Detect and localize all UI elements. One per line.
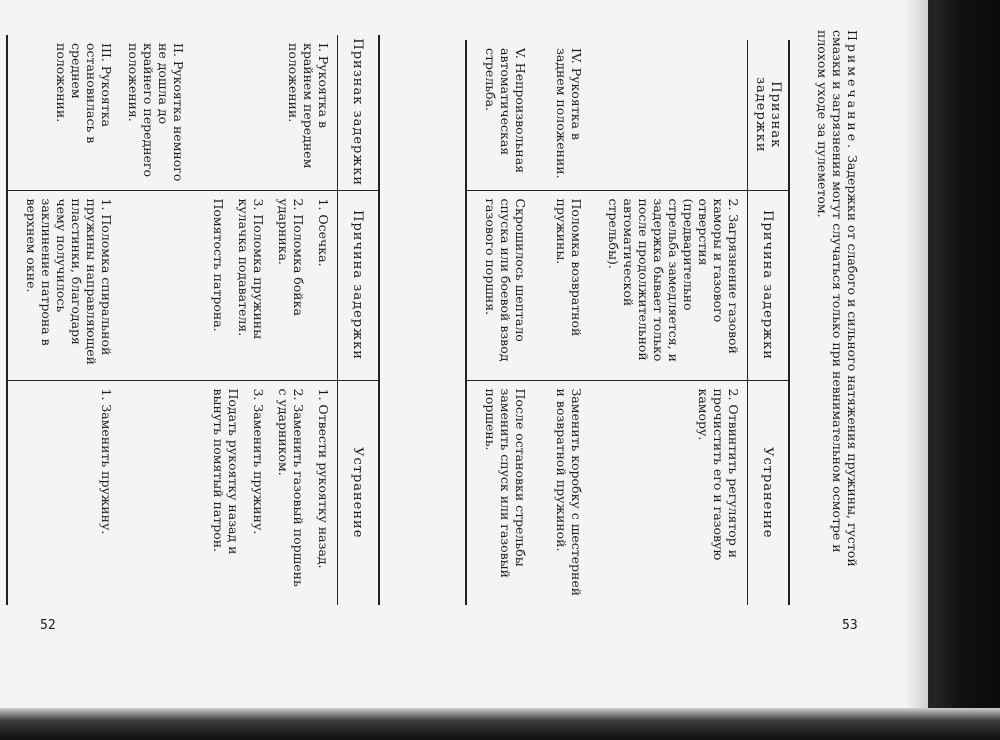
right-table [465,40,790,605]
table-row [534,40,590,605]
row-sign: I. Рукоятка в крайнем переднем положении. [286,43,331,169]
header-sign: Признак задержки [338,35,380,190]
header-cause: Причина задержки [748,190,790,380]
row-causes [590,190,748,380]
fix-item: 1. Отвести рукоятку назад. [316,388,331,569]
row-sign: III. Рукоятка остановилась в среднем положении. [54,43,115,144]
cause-item: 2. Загрязнение газовой каморы и газового отверстия (предварительно стрельба замедляется, и задержка бывает только после продолжительной автоматической стрельбы). [606,198,741,362]
row-fixes [534,380,590,605]
note-label: Примечание. [845,30,860,152]
row-causes [121,190,193,380]
scan-dark-edge [928,0,1000,740]
table-row [193,35,338,605]
header-fix: Устранение [338,380,380,605]
fix-item: Подать рукоятку назад и вынуть помятый патрон. [211,388,241,555]
fix-item: 1. Заменить пружину. [99,388,115,535]
fix-item: Заменить коробку с шестерней и возвратной пружиной. [554,388,584,597]
cause-item: 3. Поломка пружины кулачка подавателя. [236,198,266,340]
cause-item: 1. Поломка спиральной пружины направляющей пластинки, благодаря чему получилось заклинение патрона в верхнем окне. [24,198,115,365]
table-row [590,40,748,605]
header-sign: Признак задержки [748,40,790,190]
row-sign: II. Рукоятка немного не дошла до крайнего переднего положения. [126,43,187,182]
row-fixes [8,380,121,605]
table-row [8,35,121,605]
cause-item: Скрошилось шептало спуска или боевой взвод газового поршня. [483,198,528,362]
row-fixes [466,380,534,605]
row-fixes [590,380,748,605]
row-sign: V. Непроизвольная автоматическая стрельба. [483,48,528,174]
row-causes [193,190,338,380]
page-number-left: 52 [40,618,56,633]
row-fixes [121,380,193,605]
table-row [466,40,534,605]
header-fix: Устранение [748,380,790,605]
header-cause: Причина задержки [338,190,380,380]
fix-item: После остановки стрельбы заменить спуск или газовый поршень. [483,388,528,578]
table-row [121,35,193,605]
row-causes [534,190,590,380]
cause-item: 2. Поломка бойка ударника. [276,198,306,316]
fix-item: 2. Заменить газовый поршень с ударником. [276,388,306,587]
row-causes [8,190,121,380]
cause-item: Помятость патрона. [211,198,226,332]
page-number-right: 53 [842,618,858,633]
cause-item: Поломка возвратной пружины. [554,198,584,337]
cause-item: 1. Осечка. [316,198,331,267]
row-causes [466,190,534,380]
row-fixes [193,380,338,605]
scan-bottom-edge [0,708,1000,740]
row-sign: IV. Рукоятка в заднем положении. [554,48,584,179]
note-text: Задержки от слабого и сильного натяжения пружины, густой смазки и загрязнения могут случаться только при невнимательном осмотре и плохом уходе за пулеметом. [815,30,860,567]
row-sign [590,40,748,190]
right-table-rotated [465,40,790,605]
page-shadow [905,0,933,708]
left-table-rotated [7,35,381,605]
table-note [815,30,860,600]
fix-item: 3. Заменить пружину. [251,388,266,535]
left-table [7,35,381,605]
fix-item: 2. Отвинтить регулятор и прочистить его и газовую камору. [696,388,741,561]
